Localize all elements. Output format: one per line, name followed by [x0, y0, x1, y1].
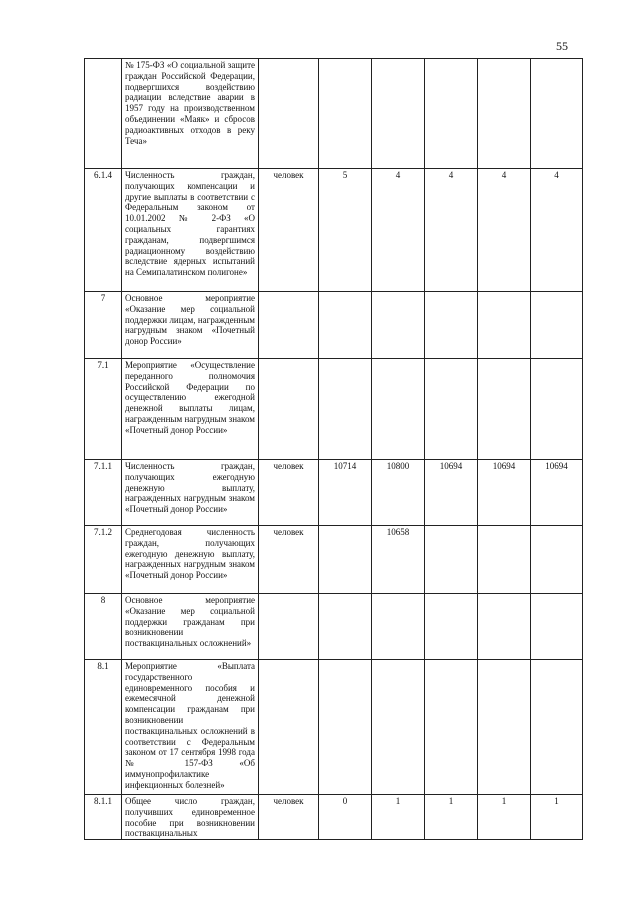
row-value: 0 — [319, 795, 372, 840]
row-value — [478, 59, 531, 169]
row-value — [478, 292, 531, 359]
row-value — [478, 660, 531, 795]
table-row — [85, 59, 583, 169]
row-value — [425, 526, 478, 594]
row-value — [478, 359, 531, 460]
row-value — [319, 59, 372, 169]
row-value — [372, 292, 425, 359]
row-value: 10694 — [531, 460, 583, 526]
row-unit: человек — [259, 169, 319, 292]
row-value — [425, 594, 478, 660]
row-value — [531, 292, 583, 359]
row-value — [372, 660, 425, 795]
row-value: 10800 — [372, 460, 425, 526]
row-description: Основное мероприятие «Оказание мер социальной поддержки лицам, награжденным нагрудным знаком «Почетный донор России» — [122, 292, 259, 359]
row-description: Мероприятие «Осуществление переданного полномочия Российской Федерации по осуществлению ежегодной денежной выплаты лицам, награжденным нагрудным знаком «Почетный донор России» — [122, 359, 259, 460]
row-value — [319, 359, 372, 460]
row-description: Среднегодовая численность граждан, получающих ежегодную денежную выплату, награжденных нагрудным знаком «Почетный донор России» — [122, 526, 259, 594]
row-unit — [259, 594, 319, 660]
row-description: Общее число граждан, получивших единовременное пособие при возникновении поствакцинальных — [122, 795, 259, 840]
row-value — [425, 59, 478, 169]
row-value: 4 — [372, 169, 425, 292]
row-value — [372, 594, 425, 660]
row-description: Мероприятие «Выплата государственного единовременного пособия и ежемесячной денежной компенсации гражданам при возникновении поствакцинальных осложнений в соответствии с Федеральным законом от 17 сентября 1998 года № 157-ФЗ «Об иммунопрофилактике инфекционных болезней» — [122, 660, 259, 795]
row-value: 1 — [372, 795, 425, 840]
table-body — [85, 59, 583, 840]
row-number — [85, 59, 122, 169]
row-unit — [259, 359, 319, 460]
table-row — [85, 795, 583, 840]
table-row — [85, 526, 583, 594]
row-number: 8 — [85, 594, 122, 660]
row-value: 10658 — [372, 526, 425, 594]
row-value — [531, 526, 583, 594]
row-value — [425, 292, 478, 359]
row-value: 4 — [425, 169, 478, 292]
row-value — [319, 292, 372, 359]
table-row — [85, 460, 583, 526]
row-value: 4 — [478, 169, 531, 292]
row-value — [425, 660, 478, 795]
table-row — [85, 169, 583, 292]
row-value: 4 — [531, 169, 583, 292]
row-value — [319, 594, 372, 660]
row-value — [531, 594, 583, 660]
row-unit — [259, 59, 319, 169]
row-value — [478, 526, 531, 594]
row-value — [531, 359, 583, 460]
row-unit: человек — [259, 526, 319, 594]
row-value: 10714 — [319, 460, 372, 526]
row-number: 8.1.1 — [85, 795, 122, 840]
row-description: № 175-ФЗ «О социальной защите граждан Российской Федерации, подвергшихся воздействию радиации вследствие аварии в 1957 году на производственном объединении «Маяк» и сбросов радиоактивных отходов в реку Теча» — [122, 59, 259, 169]
row-value: 10694 — [425, 460, 478, 526]
row-unit: человек — [259, 795, 319, 840]
table-row — [85, 359, 583, 460]
row-value — [372, 59, 425, 169]
row-value: 1 — [531, 795, 583, 840]
row-value: 1 — [478, 795, 531, 840]
row-description: Основное мероприятие «Оказание мер социальной поддержки гражданам при возникновении поствакцинальных осложнений» — [122, 594, 259, 660]
row-value: 10694 — [478, 460, 531, 526]
row-unit — [259, 660, 319, 795]
row-number: 7 — [85, 292, 122, 359]
page-number: 55 — [556, 39, 568, 53]
row-unit — [259, 292, 319, 359]
row-number: 7.1 — [85, 359, 122, 460]
row-description: Численность граждан, получающих компенсации и другие выплаты в соответствии с Федеральным законом от 10.01.2002 № 2-ФЗ «О социальных гарантиях гражданам, подвергшимся радиационному воздействию вследствие ядерных испытаний на Семипалатинском полигоне» — [122, 169, 259, 292]
row-value — [372, 359, 425, 460]
row-value — [319, 660, 372, 795]
row-number: 6.1.4 — [85, 169, 122, 292]
row-value — [531, 660, 583, 795]
row-value — [531, 59, 583, 169]
row-number: 7.1.2 — [85, 526, 122, 594]
row-unit: человек — [259, 460, 319, 526]
row-value — [425, 359, 478, 460]
row-value — [478, 594, 531, 660]
row-number: 8.1 — [85, 660, 122, 795]
row-value: 1 — [425, 795, 478, 840]
table-row — [85, 594, 583, 660]
table-row — [85, 292, 583, 359]
row-value — [319, 526, 372, 594]
row-number: 7.1.1 — [85, 460, 122, 526]
row-value: 5 — [319, 169, 372, 292]
table-row — [85, 660, 583, 795]
indicators-table — [84, 58, 583, 840]
row-description: Численность граждан, получающих ежегодную денежную выплату, награжденных нагрудным знаком «Почетный донор России» — [122, 460, 259, 526]
